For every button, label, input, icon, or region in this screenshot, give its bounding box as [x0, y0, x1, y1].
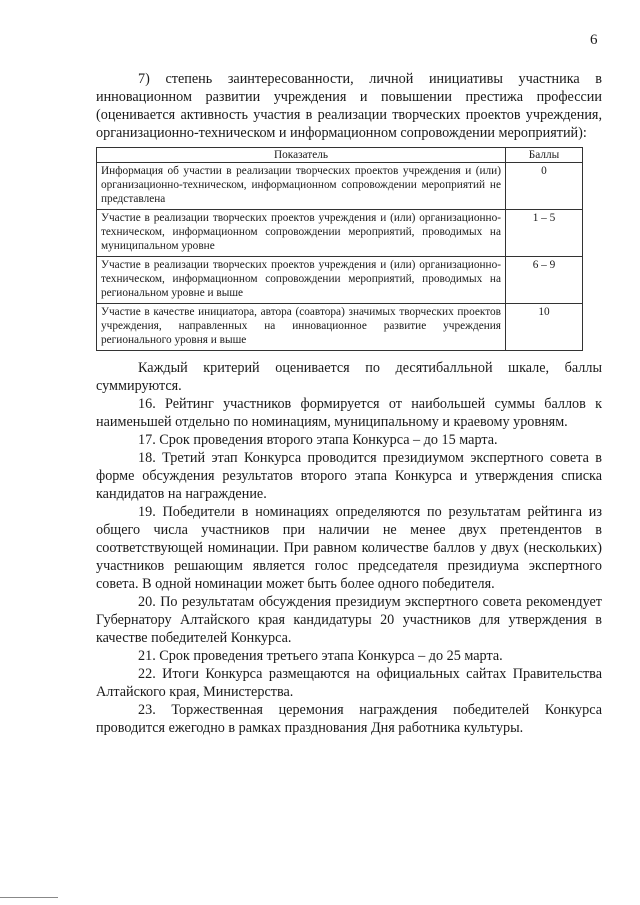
scan-edge-mark	[0, 897, 58, 898]
paragraph-21: 21. Срок проведения третьего этапа Конкурса – до 25 марта.	[138, 648, 503, 664]
paragraph-23: 23. Торжественная церемония награждения победителей Конкурса проводится ежегодно в рамках празднования Дня работника культуры.	[96, 702, 602, 736]
points-cell: 10	[506, 304, 583, 351]
table-header-row	[97, 148, 583, 163]
page-number: 6	[590, 32, 598, 48]
header-indicator: Показатель	[97, 148, 506, 163]
table-row	[97, 210, 583, 257]
points-cell: 1 – 5	[506, 210, 583, 257]
table-row	[97, 257, 583, 304]
paragraph-22: 22. Итоги Конкурса размещаются на официальных сайтах Правительства Алтайского края, Министерства.	[96, 666, 602, 700]
paragraph-19: 19. Победители в номинациях определяются по результатам рейтинга из общего числа участников при наличии не менее двух претендентов в соответствующей номинации. При равном количестве баллов у двух (нескольких) участников решающим является голос председателя президиума экспертного совета. В одной номинации может быть более одного победителя.	[96, 504, 602, 592]
header-points: Баллы	[506, 148, 583, 163]
points-cell: 0	[506, 163, 583, 210]
table-row	[97, 304, 583, 351]
paragraph-17: 17. Срок проведения второго этапа Конкурса – до 15 марта.	[138, 432, 498, 448]
paragraph-20: 20. По результатам обсуждения президиум экспертного совета рекомендует Губернатору Алтайского края кандидатуры 20 участников для утверждения в качестве победителей Конкурса.	[96, 594, 602, 646]
indicator-cell: Информация об участии в реализации творческих проектов учреждения и (или) организационно-техническом, информационном сопровождении мероприятий не представлена	[97, 163, 506, 210]
document-body	[96, 70, 602, 737]
indicator-cell: Участие в качестве инициатора, автора (соавтора) значимых творческих проектов учреждения, направленных на инновационное развитие учреждения регионального уровня и выше	[97, 304, 506, 351]
indicator-cell: Участие в реализации творческих проектов учреждения и (или) организационно-техническом, информационном сопровождении мероприятий, проводимых на муниципальном уровне	[97, 210, 506, 257]
points-cell: 6 – 9	[506, 257, 583, 304]
table-row	[97, 163, 583, 210]
paragraph-18: 18. Третий этап Конкурса проводится президиумом экспертного совета в форме обсуждения результатов второго этапа Конкурса и утверждения списка кандидатов на награждение.	[96, 450, 602, 502]
scoring-table	[96, 147, 583, 351]
paragraph-16: 16. Рейтинг участников формируется от наибольшей суммы баллов к наименьшей отдельно по номинациям, муниципальному и краевому уровням.	[96, 396, 602, 430]
criterion-7-intro: 7) степень заинтересованности, личной инициативы участника в инновационном развитии учреждения и повышении престижа профессии (оценивается активность участия в реализации творческих проектов учреждения, организационно-техническом и информационном сопровождении мероприятий):	[96, 71, 602, 141]
indicator-cell: Участие в реализации творческих проектов учреждения и (или) организационно-техническом, информационном сопровождении мероприятий, проводимых на региональном уровне и выше	[97, 257, 506, 304]
paragraph-scoring-note: Каждый критерий оценивается по десятибалльной шкале, баллы суммируются.	[96, 360, 602, 394]
